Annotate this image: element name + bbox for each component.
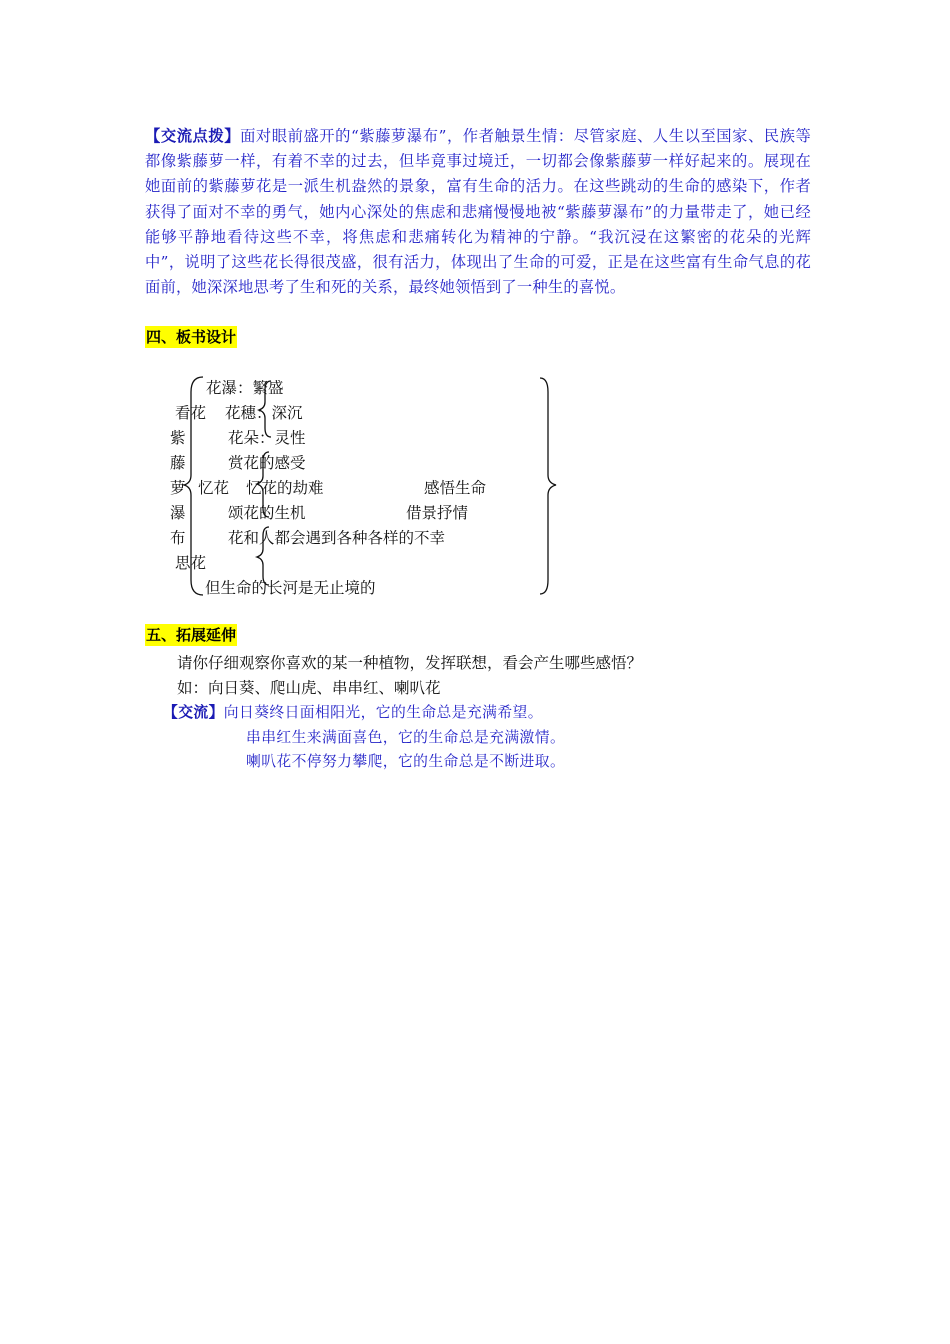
board-jiejing: 借景抒情 [406, 504, 469, 522]
discussion-tag: 【交流点拨】 [145, 127, 241, 145]
board-title-char: 藤 [170, 454, 186, 472]
board-title-char: 布 [170, 529, 186, 547]
discussion-paragraph [145, 124, 811, 300]
section4-heading: 四、板书设计 [146, 328, 237, 346]
exchange-answer: 喇叭花不停努力攀爬，它的生命总是不断进取。 [246, 753, 566, 770]
exchange-tag: 【交流】 [163, 704, 224, 721]
board-huapu: 花瀑：繁盛 [206, 379, 284, 397]
extension-prompt: 请你仔细观察你喜欢的某一种植物，发挥联想，看会产生哪些感悟？ [177, 654, 643, 672]
board-sihua: 思花 [175, 554, 207, 572]
board-ganwu: 感悟生命 [424, 479, 487, 497]
board-huaheren: 花和人都会遇到各种各样的不幸 [228, 529, 446, 547]
board-yihua: 忆花 [198, 479, 230, 497]
board-huaduo: 花朵：灵性 [228, 429, 306, 447]
board-title-char: 瀑 [170, 504, 186, 522]
board-title-char: 紫 [170, 429, 186, 447]
section5-heading: 五、拓展延伸 [146, 626, 237, 644]
board-shanghua: 赏花的感受 [228, 454, 306, 472]
board-brackets [0, 0, 950, 640]
board-title-char: 萝 [170, 479, 186, 497]
board-yihua-jienan: 忆花的劫难 [246, 479, 324, 497]
discussion-text: 面对眼前盛开的“紫藤萝瀑布”，作者触景生情：尽管家庭、人生以至国家、民族等都像紫藤萝一样，有着不幸的过去，但毕竟事过境迁，一切都会像紫藤萝一样好起来的。展现在她面前的紫藤萝花是一派生机盎然的景象，富有生命的活力。在这些跳动的生命的感染下，作者获得了面对不幸的勇气，她内心深处的焦虑和悲痛慢慢地被“紫藤萝瀑布”的力量带走了，她已经能够平静地看待这些不幸，将焦虑和悲痛转化为精神的宁静。“我沉浸在这繁密的花朵的光辉中”，说明了这些花长得很茂盛，很有活力，体现出了生命的可爱，正是在这些富有生命气息的花面前，她深深地思考了生和死的关系，最终她领悟到了一种生的喜悦。 [145, 127, 812, 297]
exchange-answer: 向日葵终日面相阳光，它的生命总是充满希望。 [223, 704, 543, 721]
board-kanhua: 看花 [175, 404, 207, 422]
extension-example: 如：向日葵、爬山虎、串串红、喇叭花 [177, 679, 441, 697]
board-changhe: 但生命的长河是无止境的 [205, 579, 376, 597]
exchange-answer: 串串红生来满面喜色，它的生命总是充满激情。 [246, 729, 566, 746]
board-huasui: 花穗：深沉 [225, 404, 303, 422]
board-songhua: 颂花的生机 [228, 504, 306, 522]
exchange-line-1 [163, 701, 543, 722]
right-brace [540, 378, 556, 594]
